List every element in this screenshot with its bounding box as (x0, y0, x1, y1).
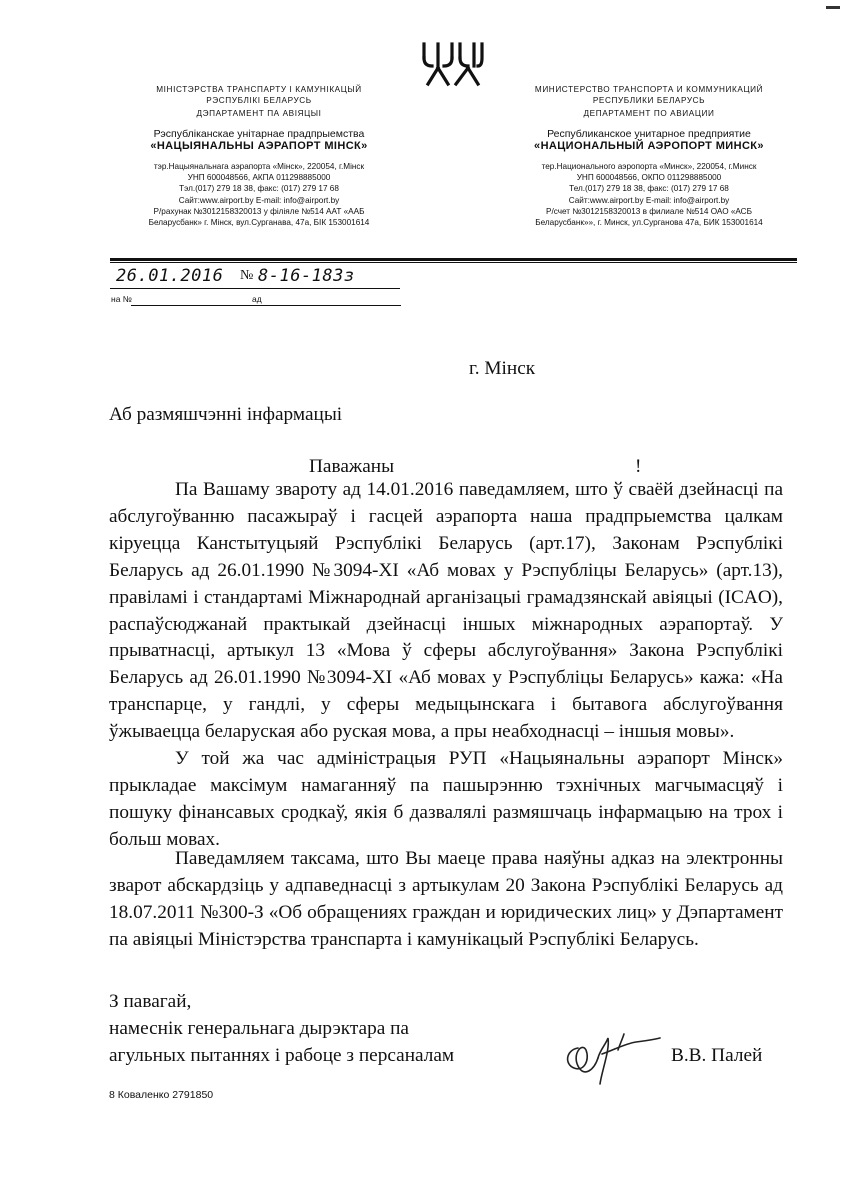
web-by: Сайт:www.airport.by E-mail: info@airport.by (178, 195, 340, 205)
scan-mark (826, 6, 840, 9)
bank-line1-ru: Р/счет №3012158320013 в филиале №514 ОАО «АСБ (546, 206, 752, 216)
ministry-name-ru-line1: МИНИСТЕРСТВО ТРАНСПОРТА И КОММУНИКАЦИЙ (534, 85, 764, 94)
enterprise-name-ru: «НАЦИОНАЛЬНЫЙ АЭРОПОРТ МИНСК» (534, 140, 764, 152)
bank-line2-ru: Беларусбанк»», г. Минск, ул.Сурганова 47а, БИК 153001614 (535, 218, 763, 228)
bank-line1-by: Р/рахунак №3012158320013 у філіяле №514 ААТ «ААБ (153, 206, 365, 216)
body-paragraph-1: Па Вашаму звароту ад 14.01.2016 паведамляем, што ў сваёй дзейнасці па абслугоўванню пасажыраў і гасцей аэрапорта наша прадпрыемства цалкам кіруецца Канстытуцыяй Рэспублікі Беларусь (арт.17), Законам Рэспублікі Беларусь ад 26.01.1990 №3094-XI «Аб мовах у Рэспубліцы Беларусь» (арт.13), правіламі і стандартамі Міжнароднай арганізацыі грамадзянскай авіяцыі (ICAO), распаўсюджанай практыкай дзейнасці іншых міжнародных аэрапортаў. У прыватнасці, артыкул 13 «Мова ў сферы абслугоўвання» Закона Рэспублікі Беларусь ад 26.01.1990 №3094-XI «Аб мовах у Рэспубліцы Беларусь» кажа: «На транспарце, у гандлі, у сферы медыцынскага і бытавога абслугоўвання ўжываецца беларуская або руская мова, а пры неабходнасці – іншыя мовы». (109, 479, 783, 743)
reply-from-label: ад (252, 294, 262, 304)
executor-note: 8 Коваленко 2791850 (109, 1089, 214, 1101)
header-rule-thin (110, 262, 797, 263)
enterprise-type-by: Рэспубліканскае унітарнае прадпрыемства (153, 128, 365, 140)
enterprise-name-by: «НАЦЫЯНАЛЬНЫ АЭРАПОРТ МІНСК» (150, 140, 368, 152)
signer-name: В.В. Палей (671, 1045, 763, 1066)
position-line2: агульных пытаннях і рабоце з персаналам (109, 1045, 455, 1066)
outgoing-number: 8-16-183з (258, 266, 355, 286)
department-name-ru: ДЕПАРТАМЕНТ ПО АВИАЦИИ (583, 109, 715, 118)
subject: Аб размяшчэнні інфармацыі (109, 404, 343, 425)
ministry-name-by-line2: РЭСПУБЛІКІ БЕЛАРУСЬ (206, 96, 312, 105)
city: г. Мінск (469, 358, 536, 379)
department-name-by: ДЭПАРТАМЕНТ ПА АВІЯЦЫІ (196, 109, 322, 118)
address-ru: тер.Национального аэропорта «Минск», 220054, г.Минск (541, 162, 757, 171)
ministry-name-ru-line2: РЕСПУБЛИКИ БЕЛАРУСЬ (592, 96, 706, 105)
letterhead-belarusian (100, 84, 418, 228)
phones-ru: Тел.(017) 279 18 38, факс: (017) 279 17 68 (569, 184, 729, 194)
letterhead-russian (488, 84, 810, 228)
airport-logo (418, 40, 488, 88)
signature-icon (558, 1020, 668, 1090)
airport-logo-icon (418, 40, 488, 88)
outgoing-date: 26.01.2016 (116, 266, 224, 286)
enterprise-type-ru: Республиканское унитарное предприятие (547, 128, 751, 140)
ids-by: УНП 600048566, АКПА 011298885000 (187, 173, 331, 183)
salutation: Паважаны (309, 456, 395, 477)
ids-ru: УНП 600048566, ОКПО 011298885000 (576, 173, 722, 183)
salutation-mark: ! (635, 456, 642, 477)
closing-regards: З павагай, (109, 991, 192, 1012)
bank-line2-by: Беларусбанк» г. Мінск, вул.Сурганава, 47а, БІК 153001614 (148, 218, 370, 228)
outgoing-underline (110, 288, 400, 289)
body-paragraph-3: Паведамляем таксама, што Вы маеце права наяўны адказ на электронны зварот абскардзіць у адпаведнасці з артыкулам 20 Закона Рэспублікі Беларусь ад 18.07.2011 №300-З «Об обращениях граждан и юридических лиц» у Дэпартамент па авіяцыі Міністэрства транспарта і камунікацый Рэспублікі Беларусь. (109, 848, 783, 950)
header-rule-thick (110, 258, 797, 261)
address-by: тэр.Нацыянальнага аэрапорта «Мінск», 220054, г.Мінск (153, 162, 365, 171)
position-line1: намеснік генеральнага дырэктара па (109, 1018, 409, 1039)
handwritten-signature (558, 1020, 668, 1090)
web-ru: Сайт:www.airport.by E-mail: info@airport.by (568, 195, 730, 205)
reply-no-label: на № (111, 294, 132, 304)
outgoing-no-prefix: № (240, 268, 254, 283)
ministry-name-by-line1: МІНІСТЭРСТВА ТРАНСПАРТУ І КАМУНІКАЦЫЙ (156, 85, 362, 94)
phones-by: Тэл.(017) 279 18 38, факс: (017) 279 17 68 (179, 184, 339, 194)
body-paragraph-2: У той жа час адміністрацыя РУП «Нацыянальны аэрапорт Мінск» прыкладае максімум намаганняў па пашырэнню тэхнічных магчымасцяў і пошуку фінансавых сродкаў, якія б дазвалялі размяшчаць інфармацыю на трох і больш мовах. (109, 748, 783, 850)
reply-underline (131, 305, 401, 306)
